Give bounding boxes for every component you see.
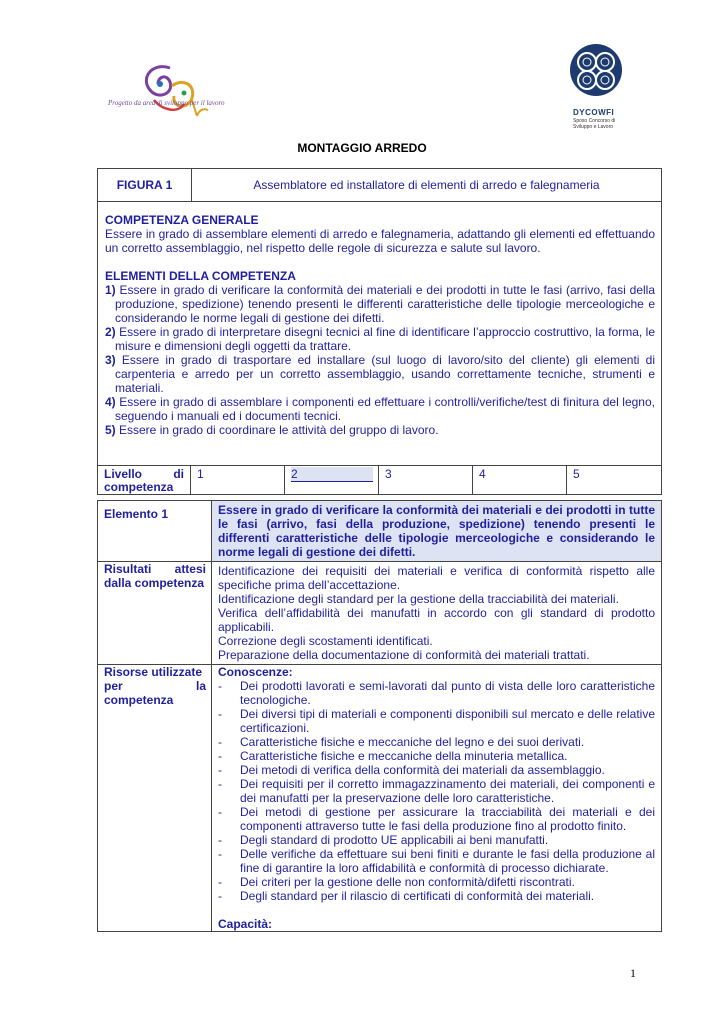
conoscenze-heading: Conoscenze: [218,665,293,679]
partner-logo-name: DYCOWFI [573,108,615,117]
elemento-item: 5) Essere in grado di coordinare le attività del gruppo di lavoro. [105,423,439,437]
element-detail-table [97,500,662,932]
partner-logo-subtitle: Sposo Concorso di Sviluppo e Lavoro [573,118,616,130]
level-option-2-selected[interactable]: 2 [285,466,379,494]
elemento-item: 1) Essere in grado di verificare la conformità dei materiali e dei prodotti in tutte le fasi (arrivo, fasi della produzione, spedizione) tenendo presenti le differenti caratteristiche delle tipologie merceologiche e considerando le norme legali di gestione dei difetti. [105,283,655,325]
conoscenza-item: - Dei prodotti lavorati e semi-lavorati dal punto di vista delle loro caratteristiche tecnologiche. [218,679,655,707]
elemento-item: 3) Essere in grado di trasportare ed installare (sul luogo di lavoro/sito del cliente) gli elementi di carpenteria e arredo per un corretto assemblaggio, usando correttamente tecniche, strumenti e materiali. [105,353,655,395]
competenza-text: Essere in grado di assemblare elementi di arredo e falegnameria, adattando gli elementi ed effettuando un corretto assemblaggio, nel rispetto delle regole di sicurezza e salute sul lavoro. [105,227,655,255]
conoscenza-item: - Dei metodi di verifica della conformità dei materiali da assemblaggio. [218,763,605,777]
risultati-row [98,562,661,665]
project-logo-caption: Progetto da area di sviluppo per il lavoro [108,99,225,107]
capacita-heading: Capacità: [218,917,273,931]
conoscenza-item: - Caratteristiche fisiche e meccaniche della minuteria metallica. [218,749,568,763]
elemento-item: 2) Essere in grado di interpretare disegni tecnici al fine di identificare l’approccio costruttivo, la forma, le misure e dimensioni degli oggetti da trattare. [105,325,655,353]
conoscenza-item: - Dei metodi di gestione per assicurare la tracciabilità dei materiali e dei componenti attraverso tutte le fasi della produzione fino al prodotto finito. [218,805,655,833]
conoscenza-item: - Degli standard di prodotto UE applicabili ai beni manufatti. [218,833,549,847]
conoscenza-item: - Dei requisiti per il corretto immagazzinamento dei materiali, dei componenti e dei manufatti per la preservazione delle loro caratteristiche. [218,777,655,805]
risorse-label: Risorse utilizzate per la competenza [98,665,212,931]
risultato-item: Identificazione dei requisiti dei materiali e verifica di conformità rispetto alle specifiche prima dell’accettazione. [218,564,655,592]
level-option-5[interactable]: 5 [573,467,580,481]
figura-value: Assemblatore ed installatore di elementi di arredo e falegnameria [253,178,600,192]
elementi-heading: ELEMENTI DELLA COMPETENZA [105,269,296,283]
elemento-row [98,501,661,562]
risultato-item: Preparazione della documentazione di conformità dei materiali trattati. [218,648,590,662]
page-number: 1 [630,966,636,980]
risorse-content [212,665,661,931]
livello-row [98,466,661,494]
elemento-description: Essere in grado di verificare la conformità dei materiali e dei prodotti in tutte le fasi (arrivo, fasi della produzione, spedizione) tenendo presenti le differenti caratteristiche delle tipologie merceologiche e considerando le norme legali di gestione dei difetti. [212,501,661,561]
risultato-item: Verifica dell’affidabilità dei manufatti in accordo con gli standard di prodotto applicabili. [218,606,655,634]
risultato-item: Correzione degli scostamenti identificati. [218,634,433,648]
project-logo-swirl [100,60,230,120]
conoscenza-item: - Caratteristiche fisiche e meccaniche del legno e dei suoi derivati. [218,735,585,749]
risorse-row [98,665,661,931]
level-option-4[interactable]: 4 [473,466,567,494]
competenza-heading: COMPETENZA GENERALE [105,213,259,227]
figura-label: FIGURA 1 [98,169,192,201]
level-option-3[interactable]: 3 [379,466,473,494]
conoscenza-item: - Degli standard per il rilascio di certificati di conformità dei materiali. [218,889,595,903]
risultati-list [212,562,661,664]
figura-row [98,169,661,202]
risultato-item: Identificazione degli standard per la gestione della tracciabilità dei materiali. [218,592,619,606]
competence-description [98,202,661,466]
conoscenza-item: - Dei diversi tipi di materiali e componenti disponibili sul mercato e delle relative certificazioni. [218,707,655,735]
level-option-1[interactable]: 1 [191,466,285,494]
conoscenza-item: - Delle verifiche da effettuare sui beni finiti e durante le fasi della produzione al fine di garantire la loro affidabilità e conformità di processo dichiarate. [218,847,655,875]
risultati-label: Risultati attesi dalla competenza [98,562,212,664]
elemento-item: 4) Essere in grado di assemblare i componenti ed effettuare i controlli/verifiche/test di finitura del legno, seguendo i manuali ed i documenti tecnici. [105,395,655,423]
livello-label: Livello di competenza [98,466,191,494]
conoscenza-item: - Dei criteri per la gestione delle non conformità/difetti riscontrati. [218,875,575,889]
elemento-label: Elemento 1 [98,501,212,561]
competence-profile-table [97,168,662,495]
document-title: MONTAGGIO ARREDO [297,141,427,155]
